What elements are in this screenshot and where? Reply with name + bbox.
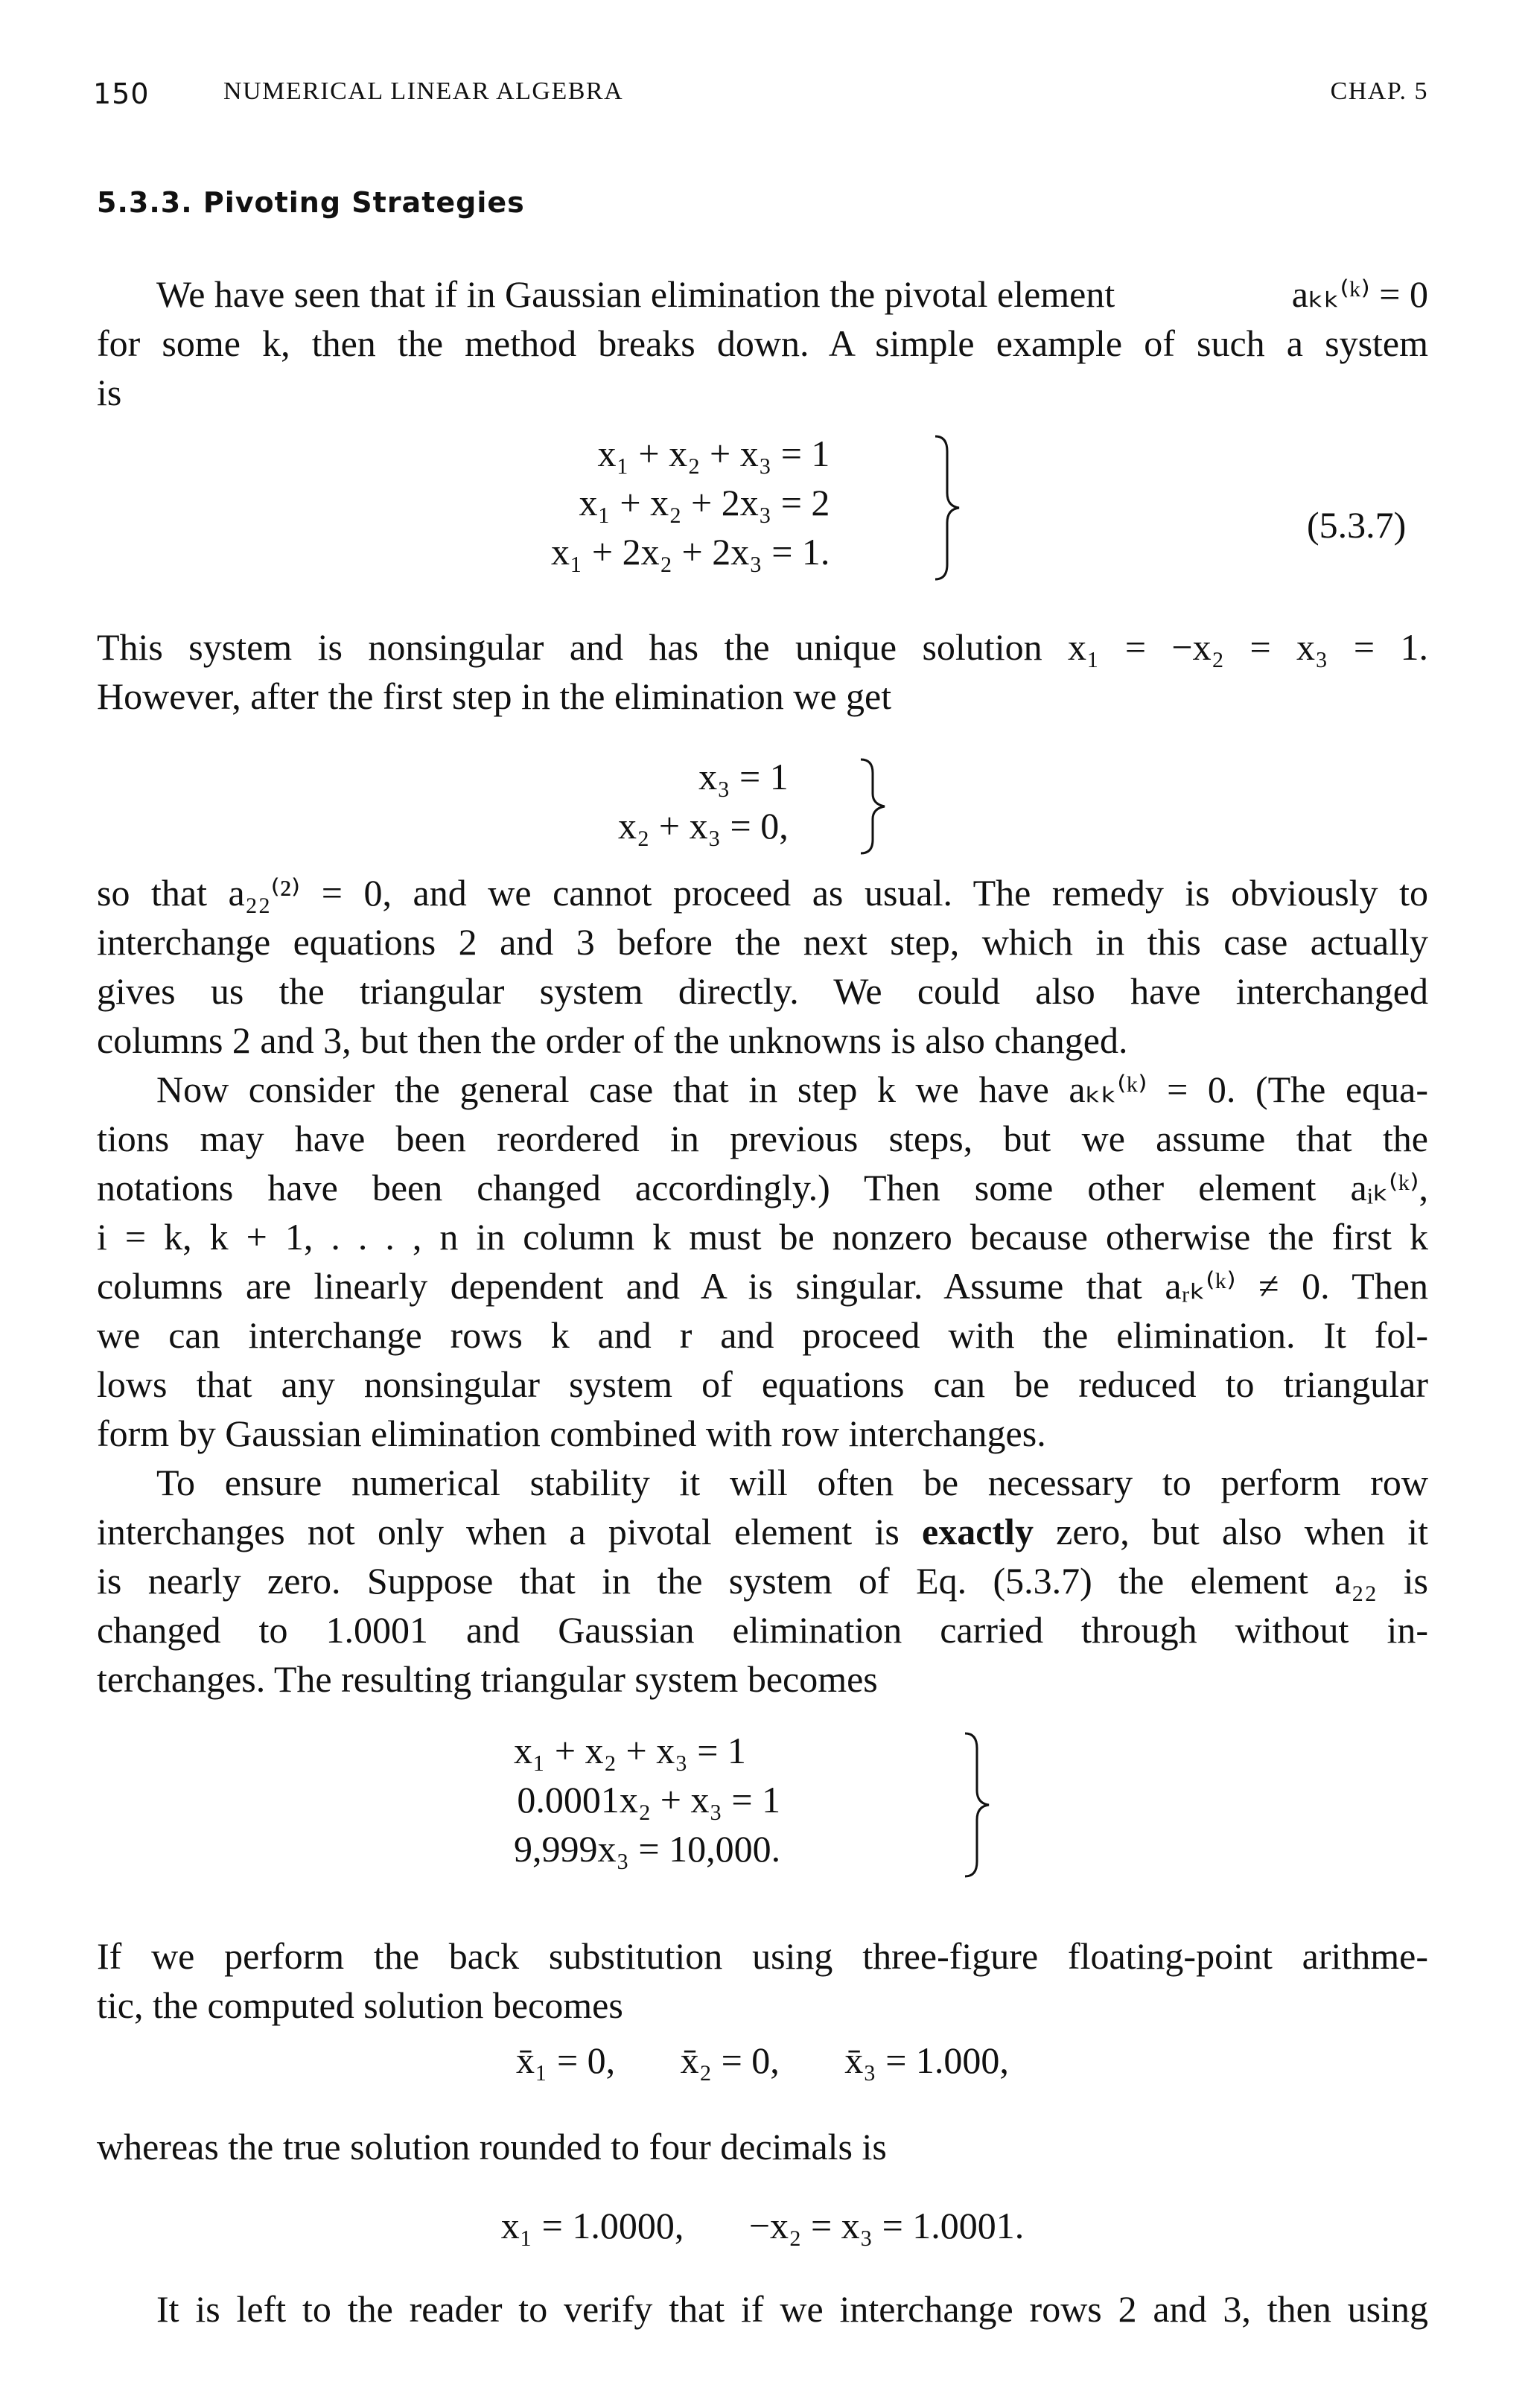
- equation-row: 0.0001x₂ + x₃ = 1: [517, 1779, 781, 1821]
- chapter-label: CHAP. 5: [1330, 77, 1428, 105]
- paragraph-4: [97, 1065, 1428, 1458]
- text-line: form by Gaussian elimination combined with row interchanges.: [97, 1412, 1046, 1454]
- text-line: interchanges not only when a pivotal element is exactly zero, but also when it: [97, 1511, 1429, 1552]
- section-heading: 5.3.3. Pivoting Strategies: [97, 186, 525, 219]
- paragraph-8: [97, 2284, 1428, 2334]
- equation-row: 9,999x₃ = 10,000.: [514, 1828, 781, 1870]
- paragraph-1: [97, 270, 1428, 417]
- text-line: tions may have been reordered in previous steps, but we assume that the: [97, 1118, 1428, 1159]
- right-brace-icon: [931, 433, 968, 582]
- text-line: If we perform the back substitution using three-figure floating-point arithme-: [97, 1935, 1428, 1977]
- pivot-expression: aₖₖ⁽ᵏ⁾ = 0: [1291, 273, 1428, 315]
- equation-number: (5.3.7): [1307, 504, 1407, 546]
- text-line: terchanges. The resulting triangular system becomes: [97, 1658, 878, 1700]
- text-line: gives us the triangular system directly. We could also have interchanged: [97, 970, 1428, 1012]
- equation-row: x₁ + x₂ + x₃ = 1: [597, 433, 830, 474]
- equation-row: x₃ = 1: [698, 756, 789, 797]
- text-line: i = k, k + 1, . . . , n in column k must be nonzero because otherwise the first k: [97, 1216, 1428, 1258]
- computed-solution: x̄₁ = 0, x̄₂ = 0, x̄₃ = 1.000,: [516, 2039, 1009, 2081]
- text-line: This system is nonsingular and has the unique solution x₁ = −x₂ = x₃ = 1.: [97, 626, 1428, 668]
- true-solution: x₁ = 1.0000, −x₂ = x₃ = 1.0001.: [500, 2205, 1025, 2246]
- equation-system-1: [551, 429, 830, 576]
- text-line: columns 2 and 3, but then the order of the unknowns is also changed.: [97, 1019, 1128, 1061]
- paragraph-2: [97, 622, 1428, 721]
- text-line: is: [97, 372, 122, 413]
- equation-row: x₂ + x₃ = 0,: [618, 805, 789, 847]
- text-line: notations have been changed accordingly.) Then some other element aᵢₖ⁽ᵏ⁾,: [97, 1167, 1428, 1208]
- text-line: It is left to the reader to verify that if we interchange rows 2 and 3, then using: [156, 2288, 1428, 2330]
- text-line: lows that any nonsingular system of equations can be reduced to triangular: [97, 1363, 1428, 1405]
- paragraph-3: [97, 868, 1428, 1065]
- text-line: interchange equations 2 and 3 before the next step, which in this case actually: [97, 921, 1428, 963]
- text-line: we can interchange rows k and r and proceed with the elimination. It fol-: [97, 1314, 1428, 1356]
- text-line: columns are linearly dependent and A is singular. Assume that aᵣₖ⁽ᵏ⁾ ≠ 0. Then: [97, 1265, 1428, 1307]
- equation-row: x₁ + x₂ + x₃ = 1: [514, 1730, 746, 1771]
- text-line: However, after the first step in the elimination we get: [97, 675, 892, 717]
- equation-system-2: [618, 752, 789, 850]
- text-line: is nearly zero. Suppose that in the system of Eq. (5.3.7) the element a₂₂ is: [97, 1560, 1428, 1602]
- text-line: so that a₂₂⁽²⁾ = 0, and we cannot proceed as usual. The remedy is obviously to: [97, 872, 1428, 914]
- right-brace-icon: [856, 757, 894, 856]
- paragraph-5: [97, 1458, 1428, 1704]
- equation-system-3: [514, 1726, 780, 1873]
- page-number: 150: [93, 77, 150, 110]
- equation-row: x₁ + x₂ + 2x₃ = 2: [579, 482, 830, 523]
- paragraph-6: [97, 1931, 1428, 2030]
- equation-row: x₁ + 2x₂ + 2x₃ = 1.: [551, 531, 830, 573]
- right-brace-icon: [961, 1730, 998, 1879]
- text-line: for some k, then the method breaks down. A simple example of such a system: [97, 322, 1428, 364]
- text-line: whereas the true solution rounded to four decimals is: [97, 2126, 887, 2167]
- text-line: tic, the computed solution becomes: [97, 1984, 623, 2026]
- emphasis-bold: exactly: [922, 1511, 1034, 1552]
- text-line: Now consider the general case that in step k we have aₖₖ⁽ᵏ⁾ = 0. (The equa-: [156, 1068, 1428, 1110]
- text-line: We have seen that if in Gaussian elimination the pivotal element: [156, 273, 1115, 315]
- text-line: changed to 1.0001 and Gaussian elimination carried through without in-: [97, 1609, 1428, 1651]
- running-title: NUMERICAL LINEAR ALGEBRA: [223, 77, 624, 105]
- paragraph-7: [97, 2122, 1428, 2171]
- text-line: To ensure numerical stability it will often be necessary to perform row: [156, 1462, 1428, 1503]
